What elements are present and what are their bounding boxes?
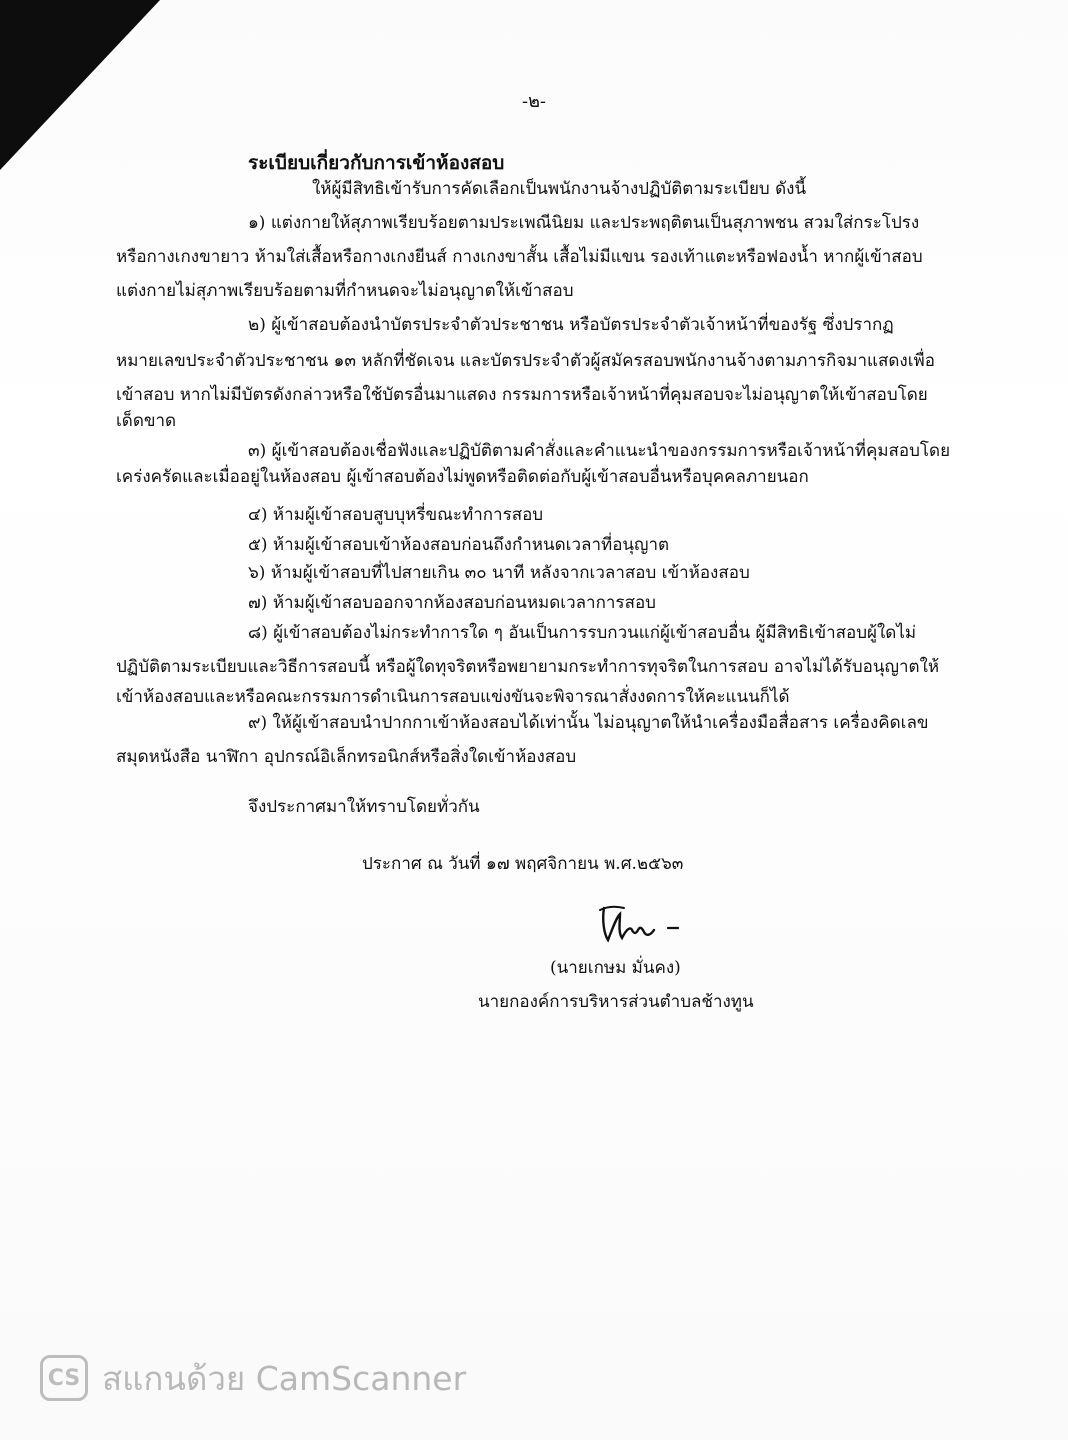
announcement-date: ประกาศ ณ วันที่ ๑๗ พฤศจิกายน พ.ศ.๒๕๖๓ — [362, 854, 684, 874]
rule-9-line-1: ๙) ให้ผู้เข้าสอบนำปากกาเข้าห้องสอบได้เท่านั้น ไม่อนุญาตให้นำเครื่องมือสื่อสาร เครื่องคิดเลข — [248, 713, 929, 733]
signer-position: นายกองค์การบริหารส่วนตำบลช้างทูน — [478, 992, 754, 1012]
rule-3-line-1: ๓) ผู้เข้าสอบต้องเชื่อฟังและปฏิบัติตามคำสั่งและคำแนะนำของกรรมการหรือเจ้าหน้าที่คุมสอบโดย — [248, 441, 951, 461]
rule-6: ๖) ห้ามผู้เข้าสอบที่ไปสายเกิน ๓๐ นาที หลังจากเวลาสอบ เข้าห้องสอบ — [248, 563, 750, 583]
rule-5: ๕) ห้ามผู้เข้าสอบเข้าห้องสอบก่อนถึงกำหนดเวลาที่อนุญาต — [248, 535, 670, 555]
scan-corner-shadow — [0, 0, 160, 170]
rule-2-line-3: เข้าสอบ หากไม่มีบัตรดังกล่าวหรือใช้บัตรอื่นมาแสดง กรรมการหรือเจ้าหน้าที่คุมสอบจะไม่อนุญาตให้เข้าสอบโดย — [116, 385, 928, 405]
camscanner-text: สแกนด้วย CamScanner — [102, 1358, 467, 1398]
rule-3-line-2: เคร่งครัดและเมื่ออยู่ในห้องสอบ ผู้เข้าสอบต้องไม่พูดหรือติดต่อกับผู้เข้าสอบอื่นหรือบุคคลภายนอก — [116, 467, 809, 487]
intro-line: ให้ผู้มีสิทธิเข้ารับการคัดเลือกเป็นพนักงานจ้างปฏิบัติตามระเบียบ ดังนี้ — [312, 179, 807, 199]
rule-8-line-2: ปฏิบัติตามระเบียบและวิธีการสอบนี้ หรือผู้ใดทุจริตหรือพยายามกระทำการทุจริตในการสอบ อาจไม่ได้รับอนุญาตให้ — [116, 657, 940, 677]
rule-1-line-3: แต่งกายไม่สุภาพเรียบร้อยตามที่กำหนดจะไม่อนุญาตให้เข้าสอบ — [116, 281, 574, 301]
camscanner-logo-icon: CS — [40, 1355, 88, 1401]
camscanner-watermark — [40, 1352, 466, 1404]
rule-9-line-2: สมุดหนังสือ นาฬิกา อุปกรณ์อิเล็กทรอนิกส์หรือสิ่งใดเข้าห้องสอบ — [116, 747, 577, 767]
rule-8-line-1: ๘) ผู้เข้าสอบต้องไม่กระทำการใด ๆ อันเป็นการรบกวนแก่ผู้เข้าสอบอื่น ผู้มีสิทธิเข้าสอบผู้ใดไม่ — [248, 623, 917, 643]
rule-2-line-1: ๒) ผู้เข้าสอบต้องนำบัตรประจำตัวประชาชน หรือบัตรประจำตัวเจ้าหน้าที่ของรัฐ ซึ่งปรากฏ — [248, 315, 894, 335]
rule-8-line-3: เข้าห้องสอบและหรือคณะกรรมการดำเนินการสอบแข่งขันจะพิจารณาสั่งงดการให้คะแนนก็ได้ — [116, 687, 790, 707]
rule-1-line-2: หรือกางเกงขายาว ห้ามใส่เสื้อหรือกางเกงยีนส์ กางเกงขาสั้น เสื้อไม่มีแขน รองเท้าแตะหรือฟองน้ำ หากผู้เข้าสอบ — [116, 247, 923, 267]
handwritten-signature — [598, 900, 688, 946]
rule-2-line-2: หมายเลขประจำตัวประชาชน ๑๓ หลักที่ชัดเจน และบัตรประจำตัวผู้สมัครสอบพนักงานจ้างตามภารกิจมาแสดงเพื่อ — [116, 351, 935, 371]
signer-name: (นายเกษม มั่นคง) — [550, 958, 681, 978]
rule-1-line-1: ๑) แต่งกายให้สุภาพเรียบร้อยตามประเพณีนิยม และประพฤติตนเป็นสุภาพชน สวมใส่กระโปรง — [248, 213, 920, 233]
page-number: -๒- — [521, 91, 547, 112]
rule-2-line-4: เด็ดขาด — [116, 411, 177, 431]
section-heading: ระเบียบเกี่ยวกับการเข้าห้องสอบ — [248, 152, 505, 174]
closing-line: จึงประกาศมาให้ทราบโดยทั่วกัน — [248, 797, 480, 817]
rule-4: ๔) ห้ามผู้เข้าสอบสูบบุหรี่ขณะทำการสอบ — [248, 505, 544, 525]
rule-7: ๗) ห้ามผู้เข้าสอบออกจากห้องสอบก่อนหมดเวลาการสอบ — [248, 593, 656, 613]
